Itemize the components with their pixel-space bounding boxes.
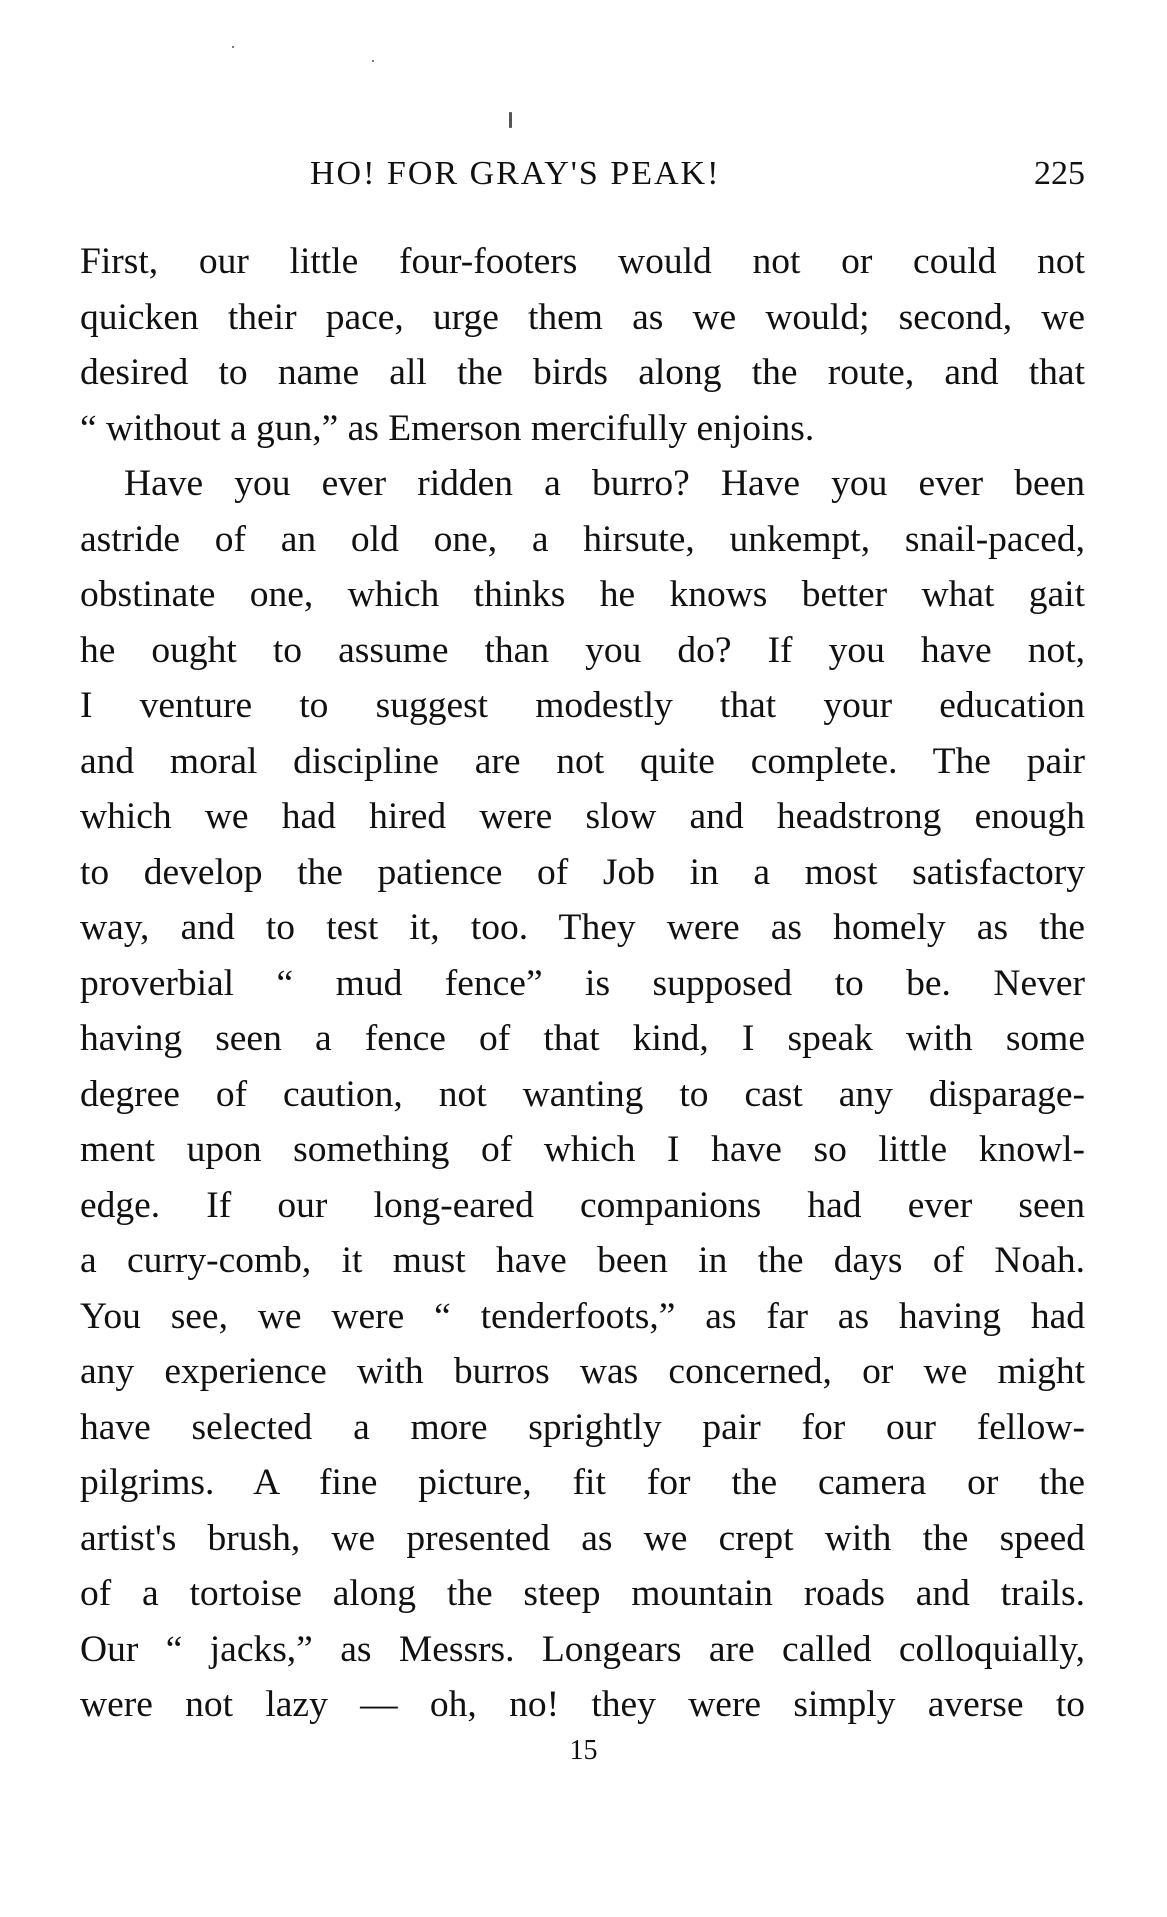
signature-mark: 15	[569, 1735, 598, 1766]
text-line: You see, we were “ tenderfoots,” as far as having had	[80, 1295, 1085, 1337]
page-number: 225	[1034, 155, 1085, 192]
text-line: Have you ever ridden a burro? Have you ever been	[124, 463, 1085, 504]
text-line: were not lazy — oh, no! they were simply averse to	[80, 1684, 1085, 1725]
text-line: having seen a fence of that kind, I speak with some	[80, 1018, 1085, 1059]
ink-speck	[509, 112, 512, 128]
text-line: quicken their pace, urge them as we would; second, we	[80, 296, 1085, 338]
body-text	[80, 234, 1085, 1733]
text-line: any experience with burros was concerned, or we might	[80, 1351, 1085, 1392]
text-line: which we had hired were slow and headstrong enough	[80, 796, 1085, 837]
text-line: obstinate one, which thinks he knows better what gait	[80, 574, 1085, 615]
text-line: to develop the patience of Job in a most satisfactory	[80, 851, 1085, 893]
text-line: proverbial “ mud fence” is supposed to be. Never	[80, 962, 1085, 1004]
text-line: have selected a more sprightly pair for our fellow-	[80, 1406, 1085, 1448]
text-line: edge. If our long-eared companions had ever seen	[80, 1184, 1085, 1226]
text-line: he ought to assume than you do? If you have not,	[80, 629, 1085, 671]
text-line: degree of caution, not wanting to cast any disparage-	[80, 1073, 1085, 1115]
text-line: artist's brush, we presented as we crept with the speed	[80, 1517, 1085, 1559]
text-line: pilgrims. A fine picture, fit for the camera or the	[80, 1462, 1085, 1503]
text-line: way, and to test it, too. They were as homely as the	[80, 907, 1085, 948]
text-line: astride of an old one, a hirsute, unkempt, snail-paced,	[80, 518, 1085, 560]
ink-speck	[372, 60, 374, 62]
text-line: First, our little four-footers would not or could not	[80, 241, 1085, 282]
text-line: ment upon something of which I have so little knowl-	[80, 1129, 1085, 1170]
text-line: a curry-comb, it must have been in the days of Noah.	[80, 1240, 1085, 1281]
text-line: I venture to suggest modestly that your education	[80, 685, 1085, 726]
ink-speck	[232, 46, 234, 48]
running-head	[80, 155, 1085, 199]
text-line: Our “ jacks,” as Messrs. Longears are called colloquially,	[80, 1628, 1085, 1670]
running-head-title: HO! FOR GRAY'S PEAK!	[310, 155, 721, 192]
text-line: desired to name all the birds along the route, and that	[80, 352, 1085, 393]
text-line: and moral discipline are not quite complete. The pair	[80, 740, 1085, 782]
text-line: “ without a gun,” as Emerson mercifully enjoins.	[80, 407, 815, 449]
text-line: of a tortoise along the steep mountain roads and trails.	[80, 1573, 1085, 1614]
